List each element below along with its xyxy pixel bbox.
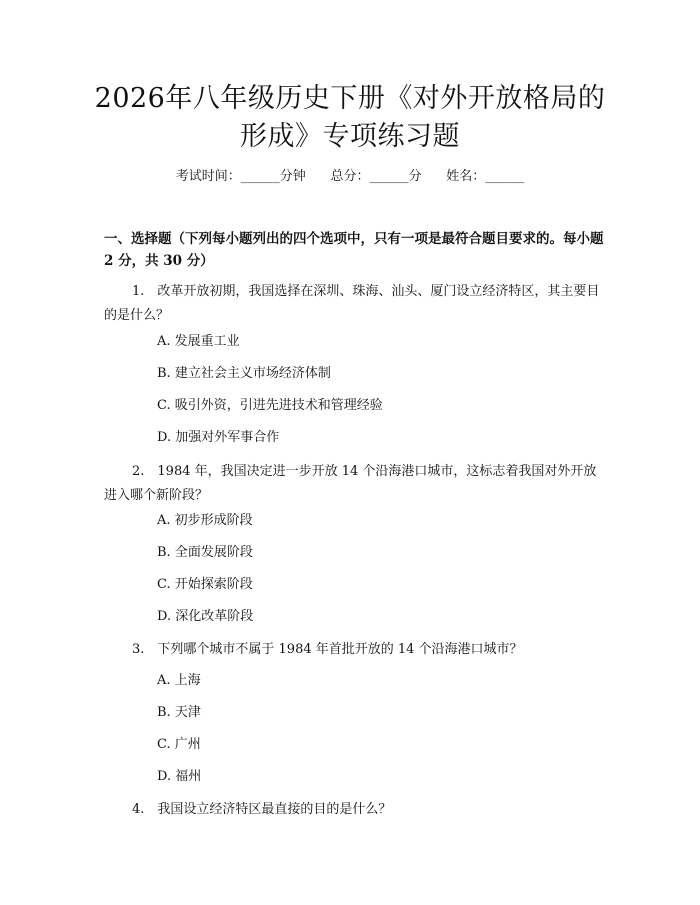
exam-info-line: 考试时间：______分钟 总分：______分 姓名：______ [175, 169, 525, 184]
question-3-option-d: D. 福州 [157, 769, 202, 784]
question-4-stem: 4. 我国设立经济特区最直接的目的是什么？ [132, 802, 392, 817]
question-2-option-c: C. 开始探索阶段 [157, 577, 253, 592]
document-title: 2026年八年级历史下册《对外开放格局的形成》专项练习题 [94, 83, 606, 152]
question-2-option-d: D. 深化改革阶段 [157, 609, 254, 624]
question-1-option-a: A. 发展重工业 [157, 334, 240, 349]
question-3-option-c: C. 广州 [157, 737, 201, 752]
question-1-stem: 1. 改革开放初期，我国选择在深圳、珠海、汕头、厦门设立经济特区，其主要目的是什么？ [104, 284, 600, 323]
question-3-option-b: B. 天津 [157, 705, 201, 720]
question-3-stem: 3. 下列哪个城市不属于 1984 年首批开放的 14 个沿海港口城市？ [132, 642, 523, 657]
question-1-option-b: B. 建立社会主义市场经济体制 [157, 366, 331, 381]
section-heading: 一、选择题（下列每小题列出的四个选项中，只有一项是最符合题目要求的。每小题 2 分，共 30 分） [104, 231, 604, 269]
question-2-option-b: B. 全面发展阶段 [157, 545, 253, 560]
question-2-option-a: A. 初步形成阶段 [157, 513, 253, 528]
question-1-option-d: D. 加强对外军事合作 [157, 430, 280, 445]
question-1-option-c: C. 吸引外资，引进先进技术和管理经验 [157, 398, 383, 413]
question-3-option-a: A. 上海 [157, 673, 201, 688]
question-2-stem: 2. 1984 年，我国决定进一步开放 14 个沿海港口城市，这标志着我国对外开放进入哪个新阶段？ [104, 464, 597, 503]
